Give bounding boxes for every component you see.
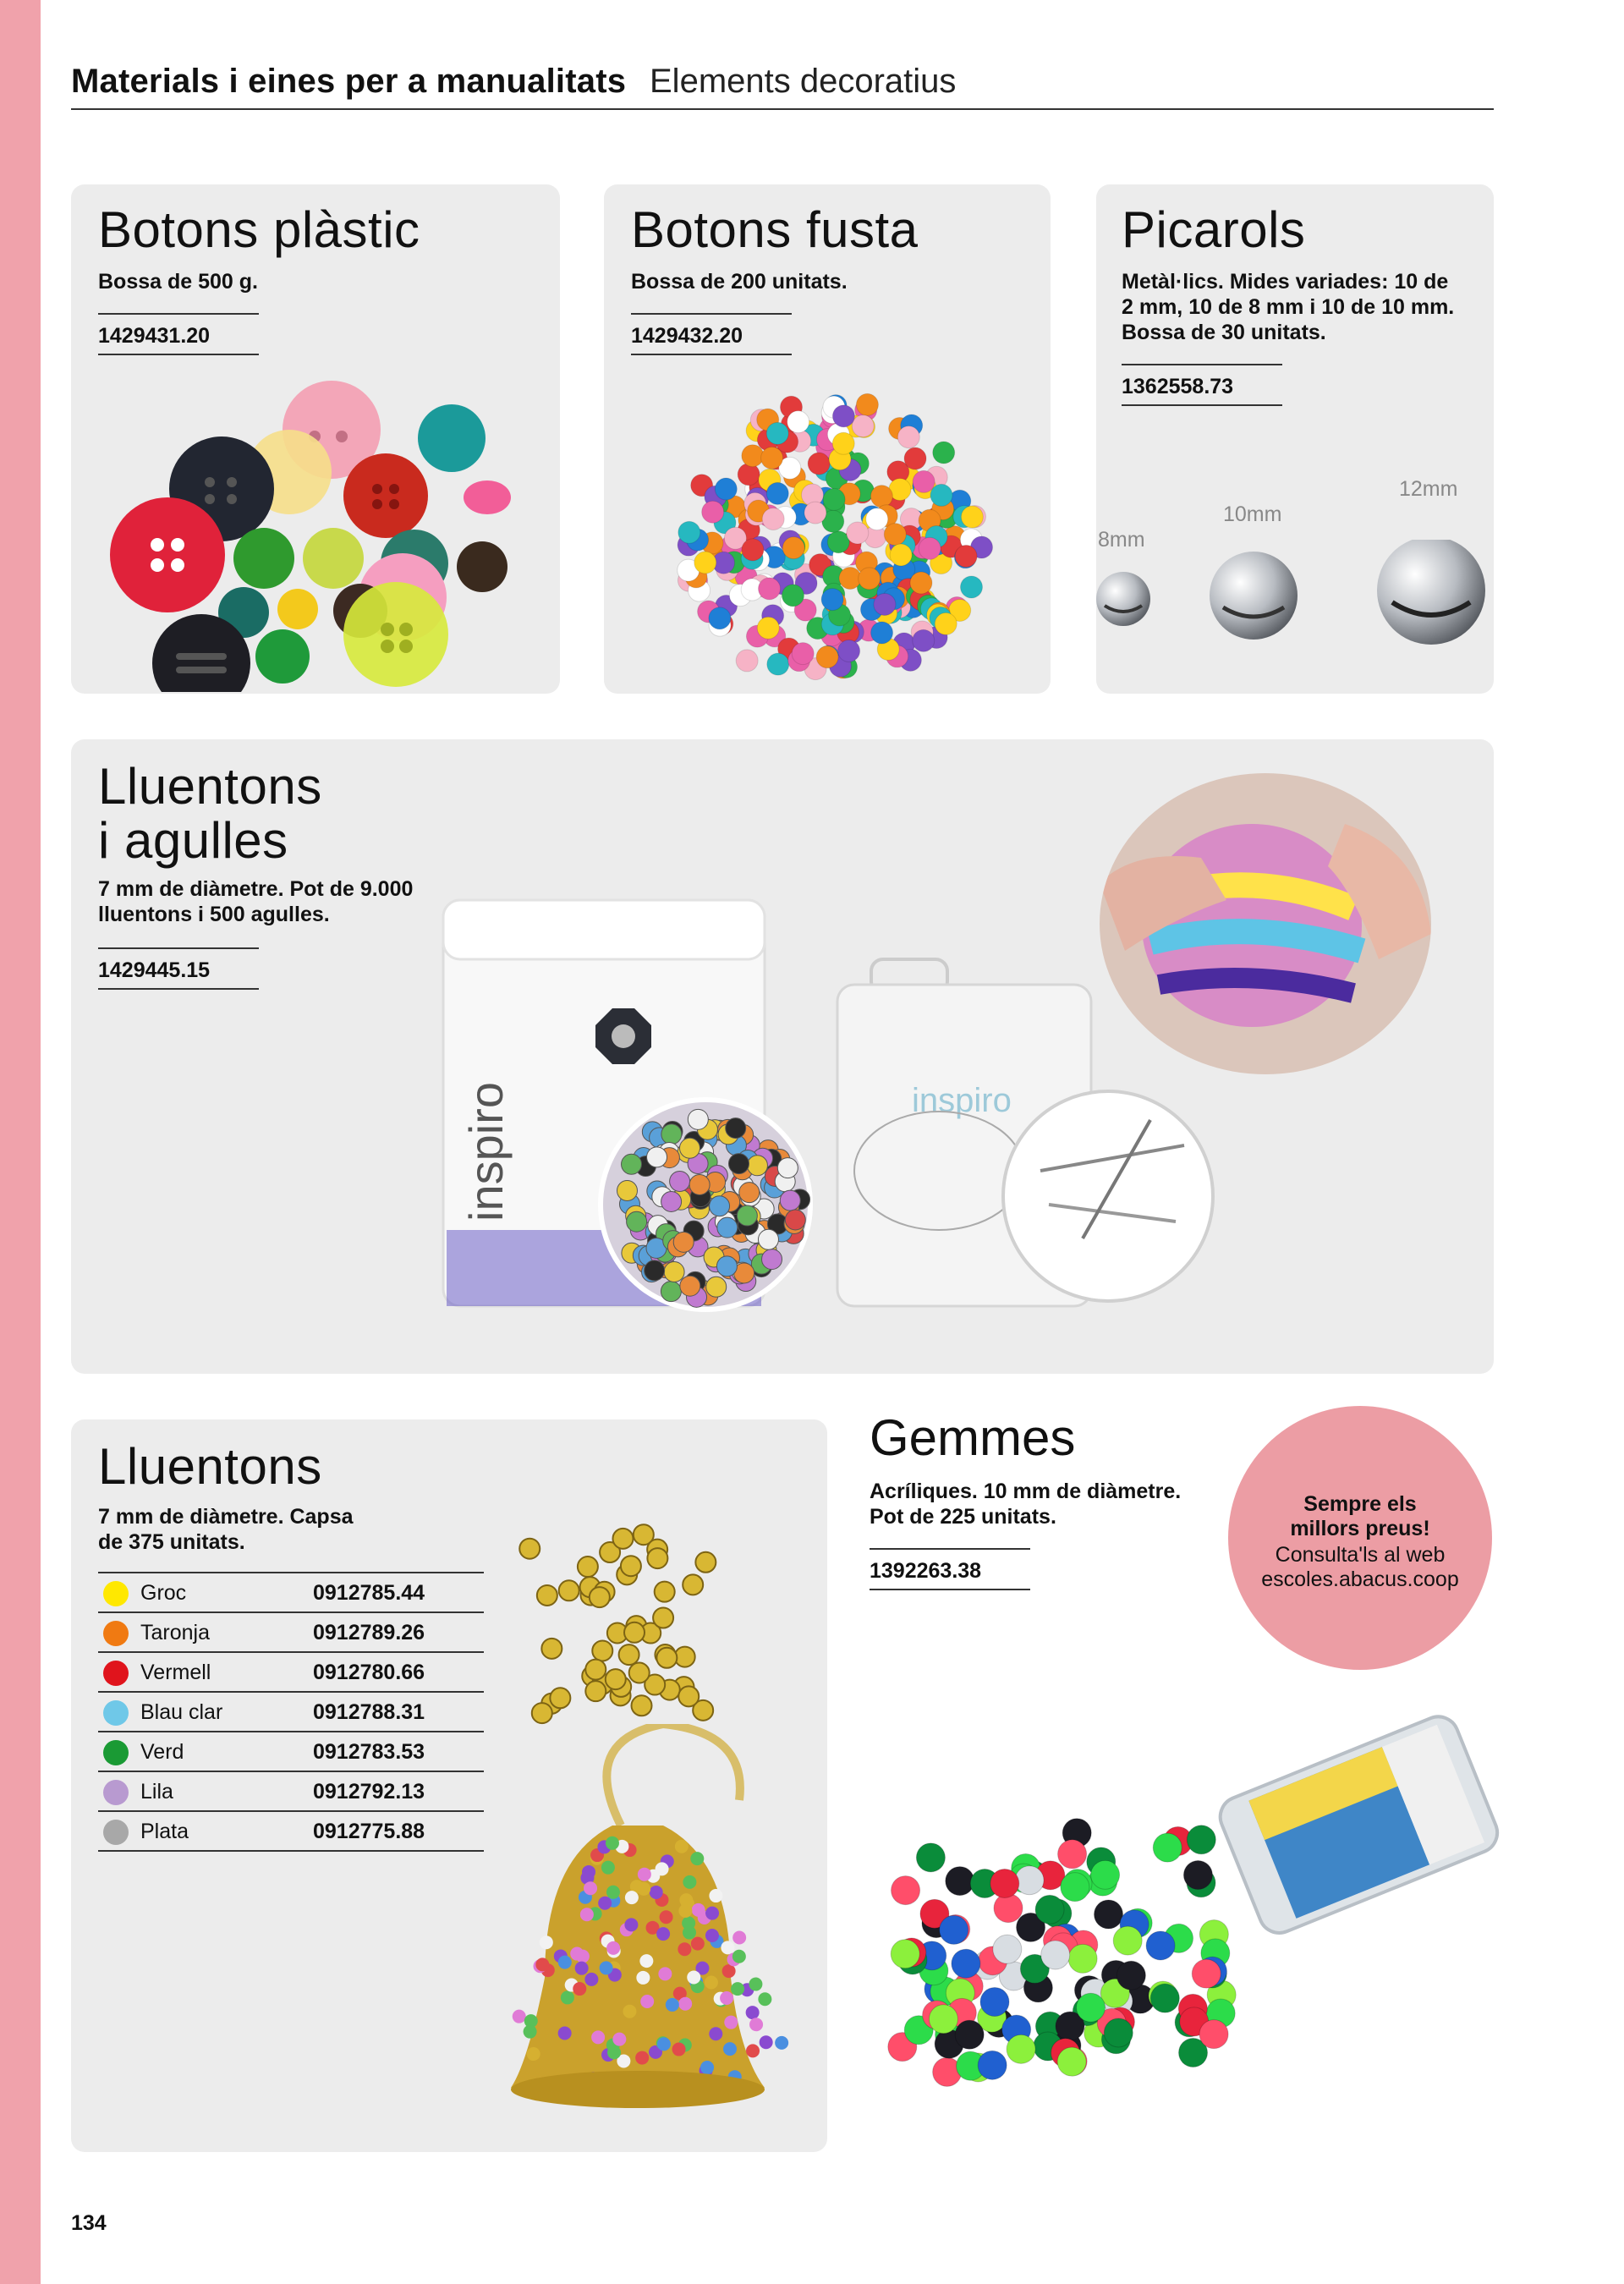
sequin bbox=[688, 1109, 708, 1129]
bell-sequin bbox=[690, 1852, 704, 1865]
desc-line: Acríliques. 10 mm de diàmetre. bbox=[870, 1480, 1182, 1503]
product-description bbox=[870, 1479, 1181, 1529]
gold-sequin bbox=[655, 1582, 675, 1602]
sequin bbox=[777, 1158, 798, 1178]
wooden-buttons-image bbox=[663, 371, 1001, 726]
wooden-button bbox=[767, 653, 789, 675]
product-code: 1429431.20 bbox=[98, 313, 259, 355]
gem bbox=[1058, 1840, 1087, 1869]
gem bbox=[955, 2020, 984, 2049]
wooden-button bbox=[961, 506, 983, 528]
wooden-button bbox=[847, 522, 869, 544]
bell-sequin bbox=[660, 1910, 673, 1924]
wooden-button bbox=[955, 545, 977, 567]
gem bbox=[916, 1843, 945, 1872]
wooden-button bbox=[913, 470, 935, 492]
product-card-botons-plastic bbox=[71, 184, 560, 694]
gold-sequin bbox=[519, 1539, 540, 1559]
bell-sequin bbox=[709, 1889, 722, 1902]
table-row bbox=[98, 1693, 484, 1732]
desc-line: lluentons i 500 agulles. bbox=[98, 903, 330, 926]
wooden-button bbox=[782, 537, 804, 559]
bell-sequin bbox=[624, 1918, 638, 1931]
bell-sequin bbox=[705, 1929, 719, 1942]
sequin bbox=[739, 1183, 760, 1203]
wooden-button bbox=[702, 501, 724, 523]
bell-sequin bbox=[535, 1957, 549, 1971]
desc-line: 7 mm de diàmetre. Capsa bbox=[98, 1505, 354, 1529]
badge-headline bbox=[1228, 1492, 1492, 1541]
product-card-lluentons-agulles bbox=[71, 739, 1494, 1374]
product-code: 1362558.73 bbox=[1122, 364, 1282, 406]
gem bbox=[1116, 1961, 1145, 1990]
product-code: 1429445.15 bbox=[98, 947, 259, 990]
wooden-button bbox=[792, 643, 814, 665]
wooden-button bbox=[742, 445, 764, 467]
bell-sequin bbox=[691, 1937, 705, 1951]
gem bbox=[1113, 1926, 1142, 1955]
bell-sequin bbox=[513, 2010, 526, 2023]
gem bbox=[891, 1940, 919, 1968]
desc-line: Bossa de 30 unitats. bbox=[1122, 321, 1326, 344]
badge-line: Consulta'ls al web bbox=[1275, 1543, 1446, 1567]
size-label-8mm: 8mm bbox=[1098, 528, 1145, 552]
size-label-12mm: 12mm bbox=[1399, 477, 1458, 501]
product-code: 1429432.20 bbox=[631, 313, 792, 355]
sequin bbox=[627, 1211, 647, 1232]
sequin-jar-image bbox=[435, 883, 841, 1323]
bell-sequin bbox=[678, 1942, 691, 1956]
wooden-button bbox=[960, 576, 982, 598]
product-title: Botons fusta bbox=[631, 201, 919, 258]
wooden-button bbox=[832, 432, 854, 454]
page-edge-strip bbox=[0, 0, 41, 2284]
wooden-button bbox=[871, 622, 893, 644]
sequin bbox=[679, 1138, 700, 1158]
gem bbox=[1104, 2018, 1133, 2047]
gold-sequin bbox=[632, 1695, 652, 1716]
gold-sequin bbox=[683, 1574, 703, 1595]
gold-sequin bbox=[647, 1548, 667, 1568]
gold-sequin bbox=[653, 1608, 673, 1628]
bell-sequin bbox=[580, 1908, 594, 1921]
table-row bbox=[98, 1772, 484, 1812]
wooden-button bbox=[897, 426, 919, 448]
gem bbox=[1061, 1873, 1089, 1902]
gem bbox=[978, 2051, 1007, 2079]
wooden-button bbox=[890, 544, 912, 566]
gold-sequin bbox=[590, 1587, 610, 1607]
bell-sequin bbox=[705, 1907, 719, 1920]
sequin bbox=[680, 1276, 700, 1296]
bell-sequin bbox=[721, 1941, 734, 1954]
bell-sequin bbox=[687, 1970, 700, 1984]
sequin bbox=[758, 1229, 778, 1249]
page-number: 134 bbox=[71, 2211, 107, 2235]
sequin-bell-ornament-image bbox=[494, 1724, 798, 2130]
color-reference-table bbox=[98, 1572, 484, 1852]
product-card-botons-fusta bbox=[604, 184, 1051, 694]
bell-sequin bbox=[746, 2006, 760, 2019]
product-code: 1392263.38 bbox=[870, 1548, 1030, 1590]
gem bbox=[1007, 2034, 1035, 2063]
gold-sequin bbox=[541, 1639, 562, 1659]
color-swatch bbox=[103, 1740, 129, 1765]
gem bbox=[892, 1876, 920, 1905]
wooden-button bbox=[838, 640, 860, 662]
color-swatch bbox=[103, 1780, 129, 1805]
bell-sequin bbox=[561, 1990, 574, 2004]
bell-sequin bbox=[638, 1868, 651, 1881]
bell-sequin bbox=[625, 1891, 639, 1904]
color-reference: 0912775.88 bbox=[313, 1820, 425, 1843]
product-title-line-1: Lluentons bbox=[98, 758, 322, 815]
wooden-button bbox=[823, 488, 845, 510]
bell-sequin bbox=[679, 1893, 693, 1907]
bell-sequin bbox=[675, 1840, 689, 1853]
table-row bbox=[98, 1812, 484, 1852]
gem bbox=[1199, 2020, 1228, 2049]
product-title: Picarols bbox=[1122, 201, 1306, 258]
product-description: Bossa de 500 g. bbox=[98, 270, 258, 294]
sequin bbox=[647, 1147, 667, 1167]
sequin bbox=[661, 1191, 682, 1211]
wooden-button bbox=[738, 464, 760, 486]
product-title: Botons plàstic bbox=[98, 201, 420, 258]
gold-sequin bbox=[550, 1688, 570, 1708]
acrylic-gems-jar-image bbox=[868, 1658, 1528, 2132]
bell-sequin bbox=[606, 1886, 620, 1899]
wooden-button bbox=[866, 508, 888, 530]
gold-sequins-image bbox=[511, 1513, 731, 1732]
sequin bbox=[717, 1217, 738, 1238]
gold-sequin bbox=[532, 1703, 552, 1723]
bell-sequin bbox=[683, 1875, 696, 1889]
product-title-line-2: i agulles bbox=[98, 812, 288, 869]
bell-sequin bbox=[656, 1927, 670, 1941]
wooden-button bbox=[782, 585, 804, 607]
product-card-lluentons bbox=[71, 1419, 827, 2152]
bell-sequin bbox=[656, 1862, 669, 1875]
plastic-buttons-image bbox=[91, 371, 531, 692]
badge-line: Sempre els bbox=[1303, 1492, 1417, 1516]
bell-sequin bbox=[672, 2043, 686, 2056]
desc-line: Pot de 225 unitats. bbox=[870, 1505, 1056, 1529]
sequin bbox=[728, 1154, 749, 1174]
table-row bbox=[98, 1573, 484, 1613]
wooden-button bbox=[715, 478, 737, 500]
color-name: Verd bbox=[140, 1740, 184, 1764]
bell-sequin bbox=[527, 2047, 540, 2061]
bell-sequin bbox=[749, 2018, 763, 2031]
gem bbox=[1057, 2047, 1086, 2076]
gold-sequin bbox=[612, 1529, 633, 1549]
sequin bbox=[622, 1154, 642, 1174]
gem bbox=[1146, 1931, 1175, 1960]
wooden-button bbox=[884, 524, 906, 546]
gem bbox=[980, 1987, 1009, 2016]
product-description bbox=[98, 1504, 354, 1555]
wooden-button bbox=[859, 568, 881, 590]
wooden-button bbox=[933, 442, 955, 464]
brand-text: inspiro bbox=[459, 1082, 513, 1222]
gem bbox=[1068, 1944, 1097, 1973]
badge-url[interactable]: escoles.abacus.coop bbox=[1261, 1568, 1459, 1591]
color-swatch bbox=[103, 1621, 129, 1646]
gem bbox=[946, 1867, 974, 1896]
gold-sequin bbox=[695, 1552, 716, 1573]
sequin bbox=[726, 1118, 746, 1139]
wooden-button bbox=[839, 567, 861, 589]
bell-sequin bbox=[657, 2037, 671, 2051]
bell-sequin bbox=[640, 1995, 654, 2008]
table-row bbox=[98, 1732, 484, 1772]
gem bbox=[1077, 1993, 1106, 2022]
gold-sequin bbox=[621, 1556, 641, 1576]
bell-sequin bbox=[600, 1961, 613, 1974]
gem bbox=[929, 2005, 957, 2034]
badge-link[interactable] bbox=[1228, 1543, 1492, 1592]
wooden-button bbox=[762, 508, 784, 530]
gem bbox=[1035, 1895, 1064, 1924]
product-title: Gemmes bbox=[870, 1409, 1076, 1466]
product-description: Bossa de 200 unitats. bbox=[631, 270, 848, 294]
product-card-picarols bbox=[1096, 184, 1494, 694]
wooden-button bbox=[766, 422, 788, 444]
wooden-button bbox=[678, 521, 700, 543]
desc-line: 2 mm, 10 de 8 mm i 10 de 10 mm. bbox=[1122, 295, 1455, 319]
wooden-button bbox=[910, 572, 932, 594]
sequin bbox=[645, 1260, 665, 1281]
badge-line: millors preus! bbox=[1290, 1517, 1430, 1540]
gold-sequin bbox=[629, 1662, 650, 1683]
sequin bbox=[617, 1181, 637, 1201]
bell-sequin bbox=[601, 1861, 615, 1875]
sequin bbox=[710, 1196, 730, 1216]
gem bbox=[1041, 1941, 1070, 1969]
color-swatch bbox=[103, 1661, 129, 1686]
bell-sequin bbox=[584, 1973, 598, 1986]
bell-sequin bbox=[650, 1886, 663, 1899]
gem bbox=[994, 1894, 1023, 1923]
product-title: Lluentons bbox=[98, 1438, 322, 1495]
sequin bbox=[661, 1124, 682, 1145]
gem bbox=[1095, 1900, 1123, 1929]
bell-sequin bbox=[584, 1881, 597, 1895]
bell-sequin bbox=[540, 1935, 553, 1949]
color-reference: 0912780.66 bbox=[313, 1661, 425, 1684]
wooden-button bbox=[919, 537, 941, 559]
wooden-button bbox=[874, 593, 896, 615]
wooden-button bbox=[913, 629, 935, 651]
sequin bbox=[664, 1262, 684, 1282]
desc-line: 7 mm de diàmetre. Pot de 9.000 bbox=[98, 877, 414, 901]
wooden-button bbox=[930, 484, 952, 506]
wooden-button bbox=[787, 411, 809, 433]
gold-sequin bbox=[678, 1686, 699, 1706]
wooden-button bbox=[804, 502, 826, 524]
bell-sequin bbox=[724, 2016, 738, 2029]
sequin bbox=[747, 1156, 767, 1176]
sequin bbox=[689, 1174, 710, 1194]
bell-sequin bbox=[700, 2061, 714, 2074]
sequin bbox=[780, 1190, 800, 1211]
color-reference: 0912792.13 bbox=[313, 1780, 425, 1804]
bell-sequin bbox=[723, 2042, 737, 2056]
color-reference: 0912785.44 bbox=[313, 1581, 425, 1605]
wooden-button bbox=[870, 486, 892, 508]
wooden-button bbox=[709, 607, 731, 629]
gold-sequin bbox=[537, 1585, 557, 1606]
gold-sequin bbox=[578, 1557, 598, 1577]
gold-sequin bbox=[624, 1622, 645, 1643]
wooden-button bbox=[816, 646, 838, 668]
page-header bbox=[71, 61, 1494, 110]
sequin bbox=[661, 1282, 681, 1302]
color-reference: 0912783.53 bbox=[313, 1740, 425, 1764]
best-price-badge bbox=[1228, 1406, 1492, 1670]
gem bbox=[940, 1915, 968, 1944]
bell-sequin bbox=[760, 2035, 773, 2049]
wooden-button bbox=[694, 552, 716, 574]
bell-sequin bbox=[775, 2036, 788, 2050]
table-row bbox=[98, 1653, 484, 1693]
wooden-button bbox=[852, 415, 874, 437]
color-name: Blau clar bbox=[140, 1700, 223, 1724]
bell-sequin bbox=[606, 1837, 619, 1850]
gem bbox=[993, 1935, 1022, 1963]
gold-sequin bbox=[592, 1640, 612, 1661]
color-name: Groc bbox=[140, 1581, 187, 1605]
bell-sequin bbox=[758, 1992, 771, 2006]
table-row bbox=[98, 1613, 484, 1653]
color-name: Vermell bbox=[140, 1661, 211, 1684]
wooden-button bbox=[766, 482, 788, 504]
gem bbox=[990, 1869, 1019, 1897]
subcategory-title: Elements decoratius bbox=[650, 63, 957, 100]
wooden-button bbox=[761, 447, 783, 469]
sequin bbox=[670, 1171, 690, 1191]
bell-sequin bbox=[598, 1897, 612, 1910]
bell-sequin bbox=[732, 1930, 746, 1944]
desc-line: de 375 unitats. bbox=[98, 1530, 245, 1554]
gold-sequin bbox=[559, 1580, 579, 1600]
sequin-ball-photo bbox=[1100, 773, 1438, 1078]
sequin bbox=[785, 1210, 805, 1230]
color-swatch bbox=[103, 1820, 129, 1845]
bell-sequin bbox=[558, 2027, 572, 2040]
product-description bbox=[1122, 269, 1454, 345]
wooden-button bbox=[935, 612, 957, 634]
color-name: Lila bbox=[140, 1780, 173, 1804]
gold-sequin bbox=[585, 1660, 606, 1680]
gold-sequin bbox=[619, 1644, 639, 1665]
gem bbox=[1091, 1860, 1120, 1889]
jingle-bells-image bbox=[1096, 540, 1494, 667]
bell-sequin bbox=[612, 2033, 626, 2046]
gem bbox=[952, 1949, 980, 1978]
bell-sequin bbox=[637, 1882, 650, 1896]
color-name: Plata bbox=[140, 1820, 189, 1843]
bell-sequin bbox=[732, 1950, 746, 1963]
wooden-button bbox=[808, 453, 830, 475]
bell-sequin bbox=[639, 1954, 653, 1968]
bell-sequin bbox=[623, 2005, 636, 2018]
sequin bbox=[673, 1232, 694, 1252]
gold-sequin bbox=[585, 1681, 606, 1701]
wooden-button bbox=[856, 393, 878, 415]
bell-sequin bbox=[558, 1956, 572, 1969]
color-reference: 0912789.26 bbox=[313, 1621, 425, 1644]
gem bbox=[1187, 1826, 1215, 1854]
bell-sequin bbox=[591, 2030, 605, 2044]
gem bbox=[1015, 1866, 1044, 1895]
desc-line: Metàl·lics. Mides variades: 10 de bbox=[1122, 270, 1449, 294]
wooden-button bbox=[757, 617, 779, 639]
gem bbox=[1150, 1984, 1179, 2012]
wooden-button bbox=[759, 578, 781, 600]
sequin bbox=[706, 1277, 727, 1297]
sequin bbox=[762, 1249, 782, 1270]
color-reference: 0912788.31 bbox=[313, 1700, 425, 1724]
brand-text: inspiro bbox=[912, 1082, 1012, 1119]
wooden-button bbox=[821, 589, 843, 611]
wooden-button bbox=[832, 405, 854, 427]
bell-sequin bbox=[749, 1978, 762, 1991]
bell-sequin bbox=[705, 1976, 718, 1990]
wooden-button bbox=[736, 650, 758, 672]
wooden-button bbox=[827, 531, 849, 553]
bell-sequin bbox=[683, 1926, 696, 1940]
bell-sequin bbox=[573, 1982, 586, 1996]
bell-sequin bbox=[678, 1997, 692, 2011]
gem bbox=[1192, 1959, 1221, 1988]
sequin bbox=[716, 1256, 737, 1277]
gold-sequin bbox=[656, 1648, 677, 1668]
bell-sequin bbox=[746, 2044, 760, 2057]
gem bbox=[1183, 1861, 1212, 1890]
bell-sequin bbox=[731, 1982, 744, 1996]
gold-sequin bbox=[606, 1669, 626, 1689]
bell-sequin bbox=[575, 1962, 589, 1975]
bell-sequin bbox=[658, 1967, 672, 1980]
bell-sequin bbox=[722, 1964, 736, 1978]
category-title: Materials i eines per a manualitats bbox=[71, 63, 627, 100]
product-description bbox=[98, 876, 413, 927]
gem bbox=[1153, 1833, 1182, 1862]
bell-sequin bbox=[606, 1941, 620, 1955]
size-label-10mm: 10mm bbox=[1223, 502, 1282, 526]
wooden-button bbox=[742, 539, 764, 561]
bell-sequin bbox=[709, 2027, 722, 2040]
sequin bbox=[737, 1205, 757, 1226]
bell-sequin bbox=[524, 2014, 538, 2028]
bell-sequin bbox=[666, 1998, 679, 2012]
bell-sequin bbox=[635, 2051, 649, 2065]
color-name: Taronja bbox=[140, 1621, 210, 1644]
bell-sequin bbox=[570, 1947, 584, 1961]
bell-sequin bbox=[720, 1991, 733, 2005]
bell-sequin bbox=[636, 1971, 650, 1985]
color-swatch bbox=[103, 1581, 129, 1606]
color-swatch bbox=[103, 1700, 129, 1726]
wooden-button bbox=[904, 447, 926, 469]
